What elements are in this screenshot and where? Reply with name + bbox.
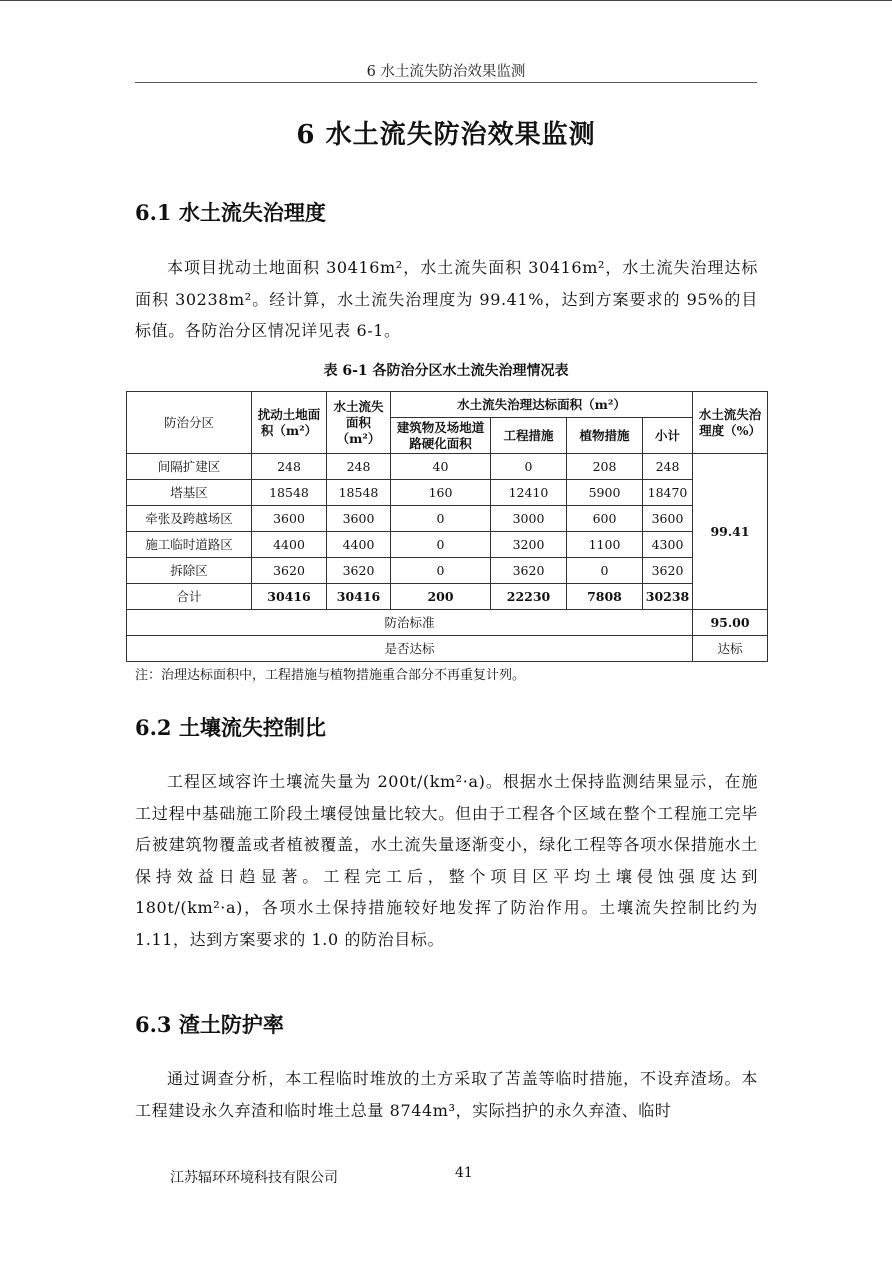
th-building: 建筑物及场地道路硬化面积	[391, 418, 491, 454]
cell-zone: 施工临时道路区	[127, 532, 252, 558]
cell-loss-area: 248	[327, 454, 391, 480]
cell-engineering: 3620	[491, 558, 567, 584]
cell-total-subtotal: 30238	[643, 584, 693, 610]
cell-disturbed: 248	[252, 454, 327, 480]
cell-loss-area: 18548	[327, 480, 391, 506]
cell-subtotal: 248	[643, 454, 693, 480]
cell-total-label: 合计	[127, 584, 252, 610]
cell-building: 40	[391, 454, 491, 480]
cell-subtotal: 18470	[643, 480, 693, 506]
paragraph-6-1: 本项目扰动土地面积 30416m²，水土流失面积 30416m²，水土流失治理达标面积 30238m²。经计算，水土流失治理度为 99.41%，达到方案要求的 95%的目标值。各防治分区情况详见表 6-1。	[135, 258, 758, 340]
cell-subtotal: 3620	[643, 558, 693, 584]
cell-loss-area: 4400	[327, 532, 391, 558]
cell-building: 0	[391, 506, 491, 532]
table-note: 注：治理达标面积中，工程措施与植物措施重合部分不再重复计列。	[135, 668, 526, 683]
th-loss-area: 水土流失面积（m²）	[327, 392, 391, 454]
cell-zone: 拆除区	[127, 558, 252, 584]
th-treated-group: 水土流失治理达标面积（m²）	[391, 392, 693, 418]
cell-engineering: 0	[491, 454, 567, 480]
cell-loss-area: 3620	[327, 558, 391, 584]
cell-engineering: 3000	[491, 506, 567, 532]
cell-total-loss-area: 30416	[327, 584, 391, 610]
footer-company: 江苏辐环环境科技有限公司	[170, 1170, 338, 1186]
standard-row	[127, 610, 768, 636]
cell-building: 0	[391, 532, 491, 558]
cell-zone: 牵张及跨越场区	[127, 506, 252, 532]
table-total-row	[127, 584, 768, 610]
section-heading-6-3: 6.3 渣土防护率	[135, 1012, 284, 1037]
cell-standard-value: 95.00	[693, 610, 768, 636]
cell-zone: 间隔扩建区	[127, 454, 252, 480]
paragraph-6-2: 工程区域容许土壤流失量为 200t/(km²·a)。根据水土保持监测结果显示，在施工过程中基础施工阶段土壤侵蚀量比较大。但由于工程各个区域在整个工程施工完毕后被建筑物覆盖或者植被覆盖，水土流失量逐渐变小，绿化工程等各项水保措施水土保持效益日趋显著。工程完工后，整个项目区平均土壤侵蚀强度达到 180t/(km²·a)，各项水土保持措施较好地发挥了防治作用。土壤流失控制比约为 1.11，达到方案要求的 1.0 的防治目标。	[135, 772, 758, 949]
cell-pass-value: 达标	[693, 636, 768, 662]
header-rule	[135, 82, 757, 83]
th-degree: 水土流失治理度（%）	[693, 392, 768, 454]
cell-disturbed: 3600	[252, 506, 327, 532]
cell-plant: 1100	[567, 532, 643, 558]
table-caption: 表 6-1 各防治分区水土流失治理情况表	[323, 363, 569, 379]
section-heading-6-1: 6.1 水土流失治理度	[135, 200, 326, 225]
th-engineering: 工程措施	[491, 418, 567, 454]
cell-loss-area: 3600	[327, 506, 391, 532]
table-row	[127, 480, 768, 506]
cell-engineering: 12410	[491, 480, 567, 506]
cell-engineering: 3200	[491, 532, 567, 558]
table-row	[127, 506, 768, 532]
th-zone: 防治分区	[127, 392, 252, 454]
cell-building: 0	[391, 558, 491, 584]
cell-total-building: 200	[391, 584, 491, 610]
th-plant: 植物措施	[567, 418, 643, 454]
table-row	[127, 454, 768, 480]
section-heading-6-2: 6.2 土壤流失控制比	[135, 715, 326, 740]
table-row	[127, 532, 768, 558]
cell-degree: 99.41	[693, 454, 768, 610]
treatment-table	[126, 391, 768, 662]
running-header: 6 水土流失防治效果监测	[366, 64, 526, 80]
cell-disturbed: 4400	[252, 532, 327, 558]
th-subtotal: 小计	[643, 418, 693, 454]
table-row	[127, 558, 768, 584]
top-border	[0, 0, 892, 1]
cell-plant: 5900	[567, 480, 643, 506]
cell-pass-label: 是否达标	[127, 636, 693, 662]
cell-subtotal: 3600	[643, 506, 693, 532]
paragraph-6-3: 通过调查分析，本工程临时堆放的土方采取了苫盖等临时措施，不设弃渣场。本工程建设永久弃渣和临时堆土总量 8744m³，实际挡护的永久弃渣、临时	[135, 1069, 758, 1120]
pass-row	[127, 636, 768, 662]
cell-plant: 0	[567, 558, 643, 584]
chapter-title: 6 水土流失防治效果监测	[296, 120, 596, 150]
cell-subtotal: 4300	[643, 532, 693, 558]
page-number: 41	[455, 1165, 473, 1181]
cell-zone: 塔基区	[127, 480, 252, 506]
cell-total-plant: 7808	[567, 584, 643, 610]
cell-standard-label: 防治标准	[127, 610, 693, 636]
cell-total-disturbed: 30416	[252, 584, 327, 610]
cell-plant: 208	[567, 454, 643, 480]
th-disturbed: 扰动土地面积（m²）	[252, 392, 327, 454]
cell-building: 160	[391, 480, 491, 506]
cell-total-engineering: 22230	[491, 584, 567, 610]
cell-disturbed: 3620	[252, 558, 327, 584]
cell-plant: 600	[567, 506, 643, 532]
cell-disturbed: 18548	[252, 480, 327, 506]
